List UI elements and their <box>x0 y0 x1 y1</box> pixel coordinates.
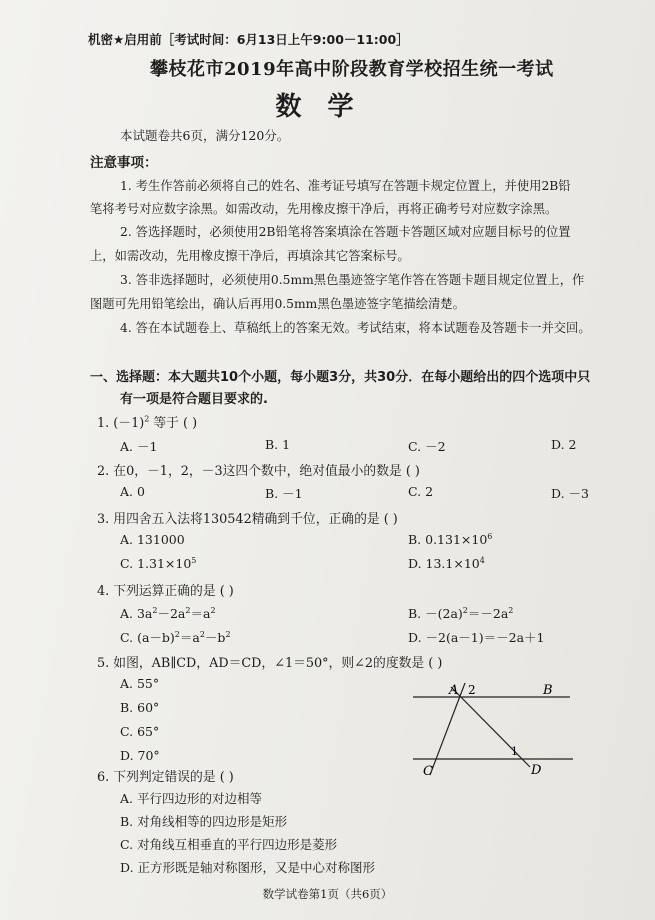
q3-option-d: D. $13.1\times 10^4$ <box>408 555 485 571</box>
question-5: 5. 如图，AB∥CD，AD＝CD，∠1＝50°，则∠2的度数是 ( ) <box>97 656 443 671</box>
notice-line: 2. 答选择题时，必须使用2B铅笔将答案填涂在答题卡答题区域对应题目标号的位置 <box>120 225 571 239</box>
label-angle-1: 1 <box>511 745 518 758</box>
label-angle-2: 2 <box>468 683 476 697</box>
q5-option-c: C. 65° <box>120 724 160 739</box>
q6-option-b: B. 对角线相等的四边形是矩形 <box>120 814 288 829</box>
section-heading-cont: 有一项是符合题目要求的. <box>120 392 268 407</box>
q4-option-b: B. $-(2a)^2=-2a^2$ <box>408 605 514 621</box>
q2-option-a: A. 0 <box>120 484 145 499</box>
q4-option-d: D. －2(a－1)＝－2a＋1 <box>408 630 545 645</box>
notice-line: 图题可先用铅笔绘出，确认后再用0.5mm黑色墨迹签字笔描绘清楚。 <box>90 297 465 311</box>
q6-option-a: A. 平行四边形的对边相等 <box>120 791 262 806</box>
q3-option-c: C. $1.31\times 10^5$ <box>120 555 197 571</box>
section-heading: 一、选择题：本大题共10个小题，每小题3分，共30分．在每小题给出的四个选项中只 <box>90 370 591 385</box>
geometry-figure <box>405 675 575 785</box>
q1-option-a: A. －1 <box>120 439 158 454</box>
label-b: B <box>543 683 553 698</box>
label-a: A <box>449 683 459 698</box>
notice-line: 笔将考号对应数字涂黑。如需改动，先用橡皮擦干净后，再将正确考号对应数字涂黑。 <box>90 202 558 216</box>
q1-option-b: B. 1 <box>265 437 291 452</box>
q5-option-d: D. 70° <box>120 748 160 763</box>
subject-title: 数学 <box>275 92 380 122</box>
line-ad <box>451 687 530 767</box>
q5-option-b: B. 60° <box>120 700 160 715</box>
confidential-header: 机密★启用前［考试时间：6月13日上午9:00－11:00］ <box>88 32 409 47</box>
q4-option-a: A. $3a^2-2a^2=a^2$ <box>120 605 216 621</box>
question-2: 2. 在0，－1，2，－3这四个数中，绝对值最小的数是 ( ) <box>97 464 420 479</box>
notice-line: 3. 答非选择题时，必须使用0.5mm黑色墨迹签字笔作答在答题卡题目规定位置上，作 <box>120 273 585 287</box>
q2-option-c: C. 2 <box>408 484 434 499</box>
q1-option-c: C. －2 <box>408 439 446 454</box>
q3-option-a: A. 131000 <box>120 532 185 547</box>
q2-option-b: B. －1 <box>265 486 303 501</box>
exam-title: 攀枝花市2019年高中阶段教育学校招生统一考试 <box>150 59 554 80</box>
label-c: C <box>423 764 433 779</box>
q5-option-a: A. 55° <box>120 676 160 691</box>
q3-option-b: B. $0.131\times 10^6$ <box>408 531 493 547</box>
q6-option-c: C. 对角线互相垂直的平行四边形是菱形 <box>120 837 338 852</box>
question-4: 4. 下列运算正确的是 ( ) <box>97 584 234 599</box>
question-6: 6. 下列判定错误的是 ( ) <box>97 770 234 785</box>
q1-option-d: D. 2 <box>551 437 577 452</box>
q4-option-c: C. $(a-b)^2=a^2-b^2$ <box>120 629 231 645</box>
notice-line: 4. 答在本试题卷上、草稿纸上的答案无效。考试结束，将本试题卷及答题卡一并交回。 <box>120 321 591 335</box>
notice-line: 上，如需改动，先用橡皮擦干净后，再填涂其它答案标号。 <box>90 249 410 263</box>
notice-line: 1. 考生作答前必须将自己的姓名、准考证号填写在答题卡规定位置上，并使用2B铅 <box>120 179 571 193</box>
notice-heading: 注意事项： <box>90 155 158 171</box>
q2-option-d: D. －3 <box>551 486 589 501</box>
intro-text: 本试题卷共6页，满分120分。 <box>120 128 290 143</box>
page-footer: 数学试卷第1页（共6页） <box>262 887 393 901</box>
q6-option-d: D. 正方形既是轴对称图形，又是中心对称图形 <box>120 860 376 875</box>
question-3: 3. 用四舍五入法将130542精确到千位，正确的是 ( ) <box>97 512 398 527</box>
label-d: D <box>531 763 542 778</box>
question-1: 1. $(-1)^2$ 等于 ( ) <box>97 414 198 431</box>
